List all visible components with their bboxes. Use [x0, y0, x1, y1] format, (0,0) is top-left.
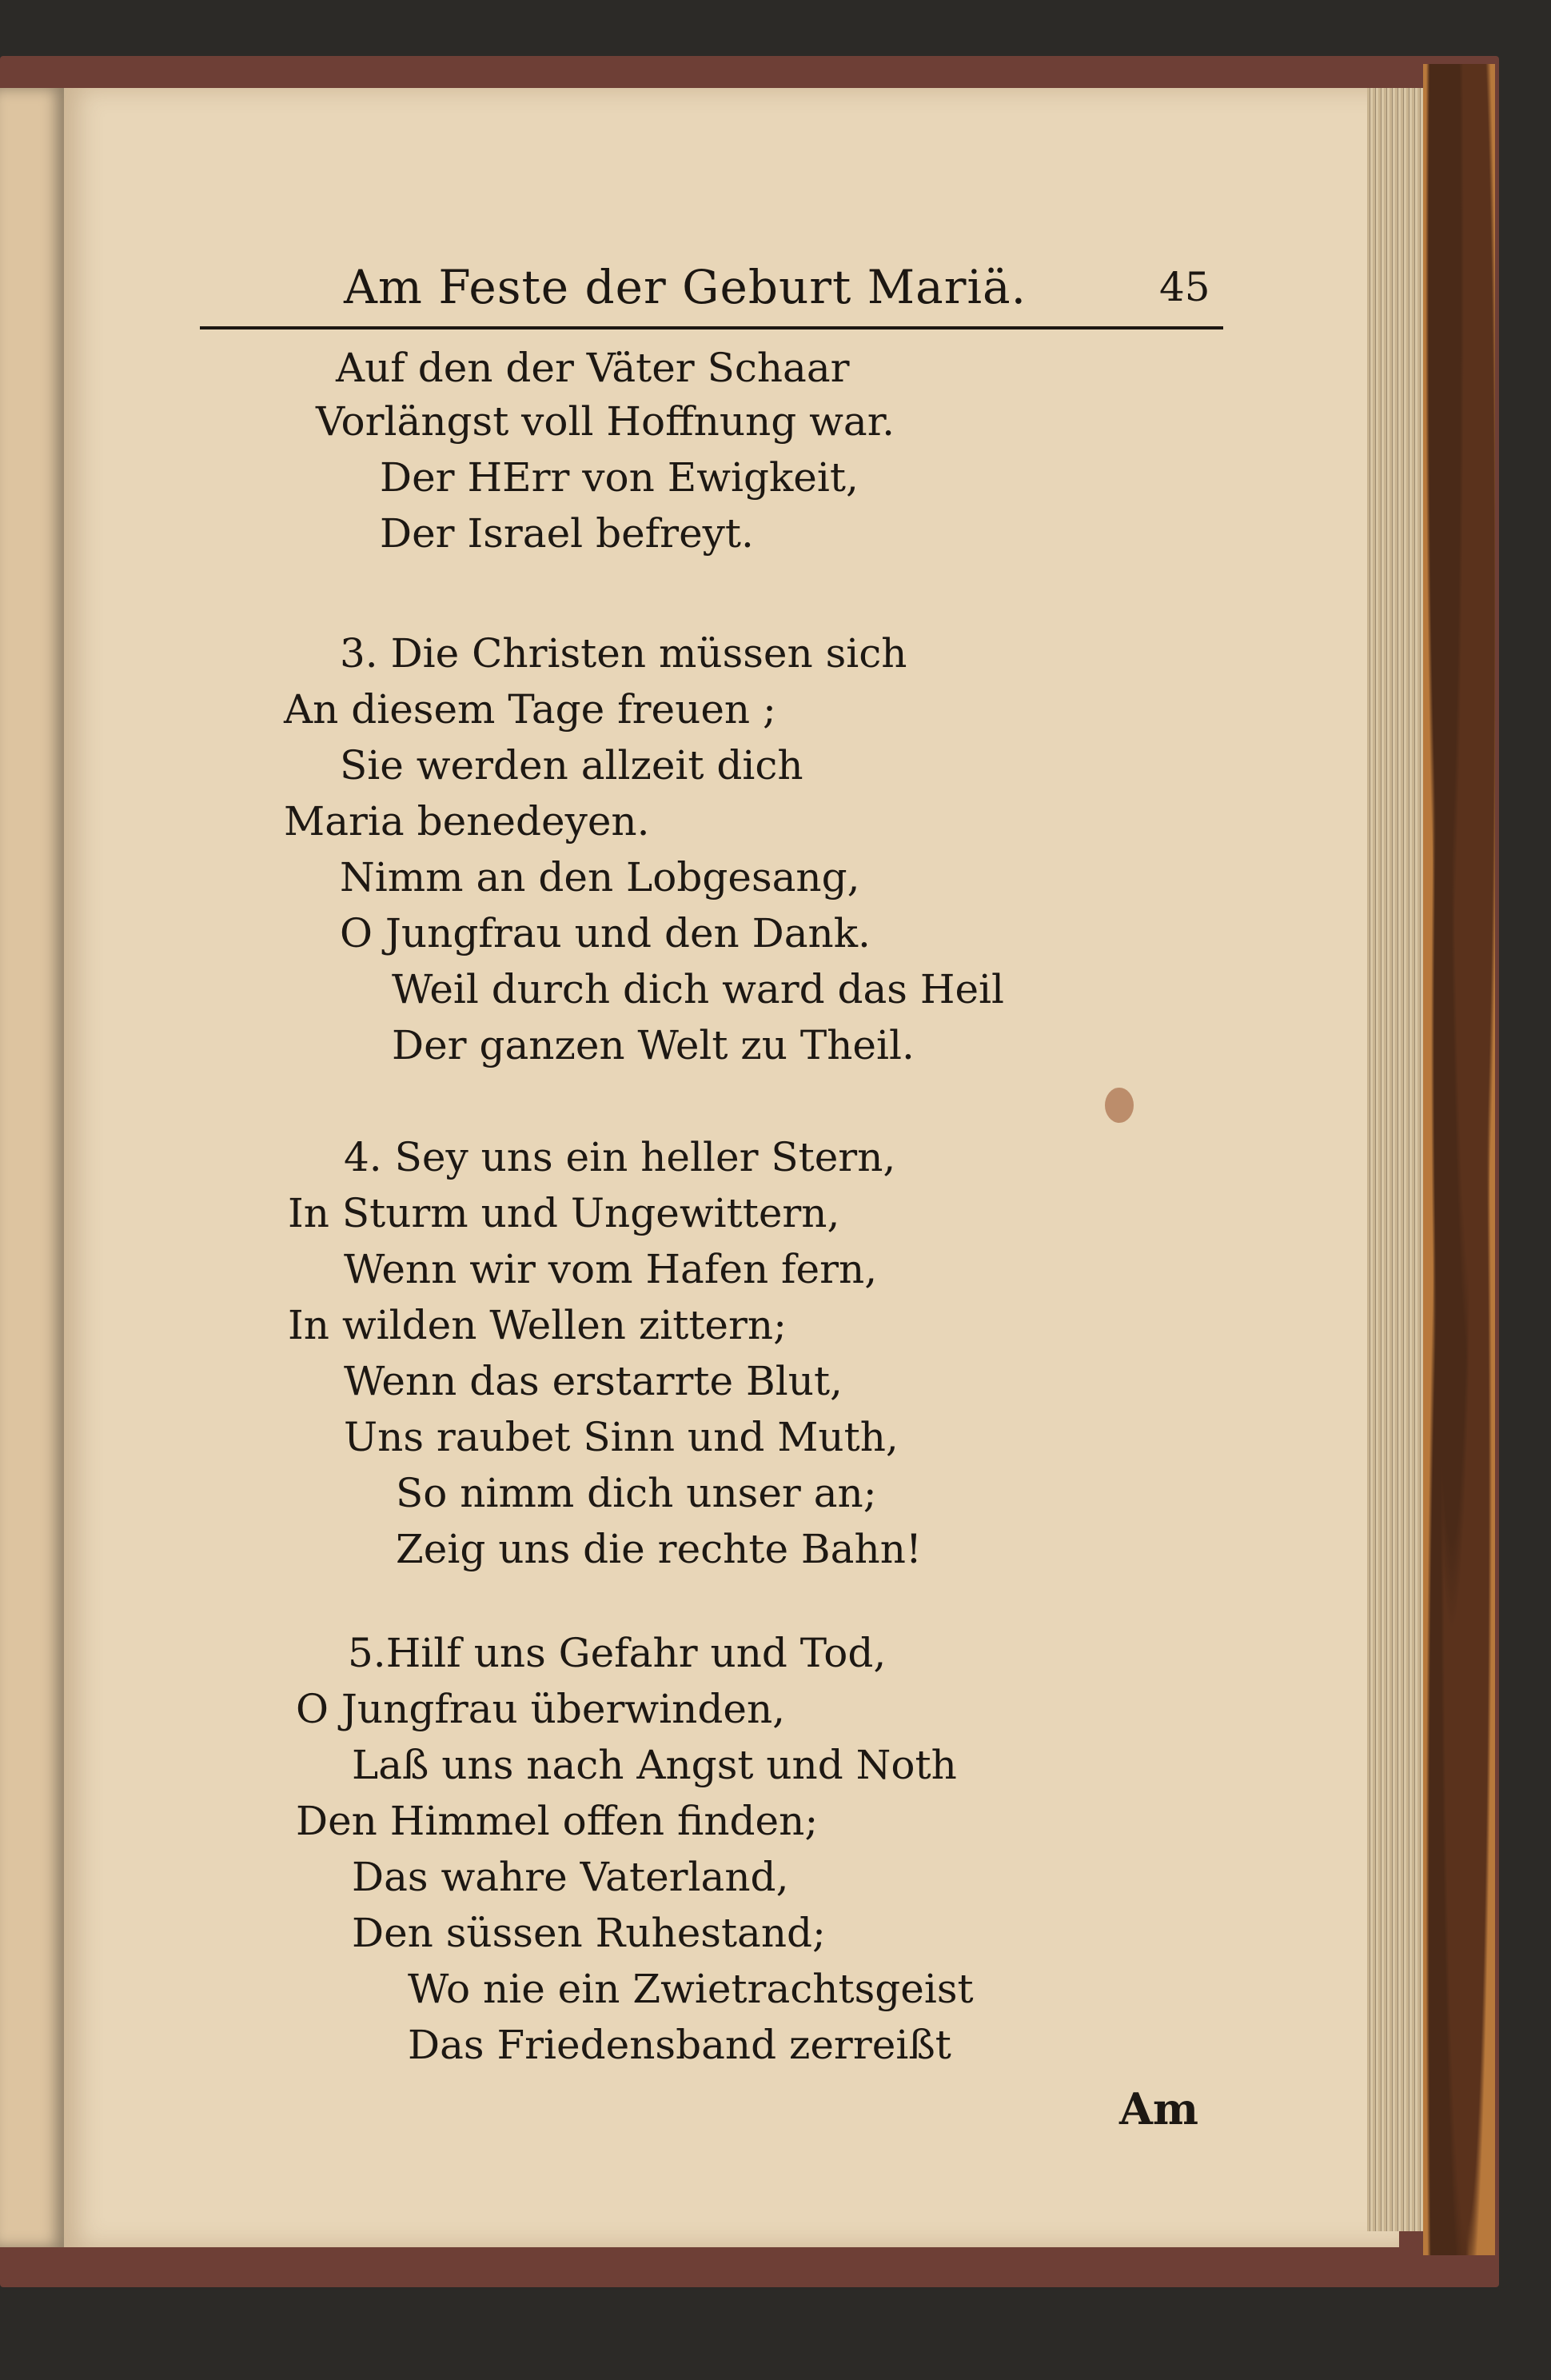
verse-line: In wilden Wellen zittern;: [288, 1302, 787, 1348]
verse-line: Maria benedeyen.: [284, 798, 650, 845]
running-title: Am Feste der Geburt Mariä.: [344, 260, 1027, 314]
verse-line: Auf den der Väter Schaar: [336, 345, 850, 391]
verse-line: Den süssen Ruhestand;: [352, 1910, 826, 1956]
foxed-cover-edge: [1423, 64, 1495, 2255]
verse-line: So nimm dich unser an;: [396, 1470, 877, 1516]
page-number: 45: [1159, 264, 1210, 310]
verse-line: Vorlängst voll Hoffnung war.: [316, 398, 895, 445]
verse-line: Wo nie ein Zwietrachtsgeist: [408, 1966, 974, 2012]
verse-line: 3. Die Christen müssen sich: [340, 630, 907, 677]
page-edges: [1367, 88, 1423, 2231]
verse-line: In Sturm und Ungewittern,: [288, 1190, 840, 1236]
verse-line: Laß uns nach Angst und Noth: [352, 1742, 957, 1788]
verse-line: Sie werden allzeit dich: [340, 742, 803, 789]
verse-line: 5.Hilf uns Gefahr und Tod,: [348, 1630, 887, 1676]
verse-line: Nimm an den Lobgesang,: [340, 854, 860, 900]
verse-line: An diesem Tage freuen ;: [284, 686, 776, 733]
verse-line: O Jungfrau und den Dank.: [340, 910, 871, 956]
verse-line: Der ganzen Welt zu Theil.: [392, 1022, 915, 1068]
header-rule: [200, 326, 1223, 329]
verse-line: Der Israel befreyt.: [380, 510, 754, 557]
verse-line: Den Himmel offen finden;: [296, 1798, 819, 1844]
verse-line: Weil durch dich ward das Heil: [392, 966, 1005, 1012]
verse-line: Wenn wir vom Hafen fern,: [344, 1246, 878, 1292]
catchword: Am: [1119, 2083, 1199, 2134]
page-stain: [1105, 1088, 1134, 1123]
verse-line: O Jungfrau überwinden,: [296, 1686, 786, 1732]
verse-line: Wenn das erstarrte Blut,: [344, 1358, 843, 1404]
verse-line: Der HErr von Ewigkeit,: [380, 454, 859, 501]
left-page-edge: [0, 88, 64, 2247]
verse-line: Uns raubet Sinn und Muth,: [344, 1414, 899, 1460]
verse-line: Zeig uns die rechte Bahn!: [396, 1526, 922, 1572]
verse-line: 4. Sey uns ein heller Stern,: [344, 1134, 896, 1180]
verse-line: Das wahre Vaterland,: [352, 1854, 789, 1900]
verse-line: Das Friedensband zerreißt: [408, 2022, 951, 2068]
